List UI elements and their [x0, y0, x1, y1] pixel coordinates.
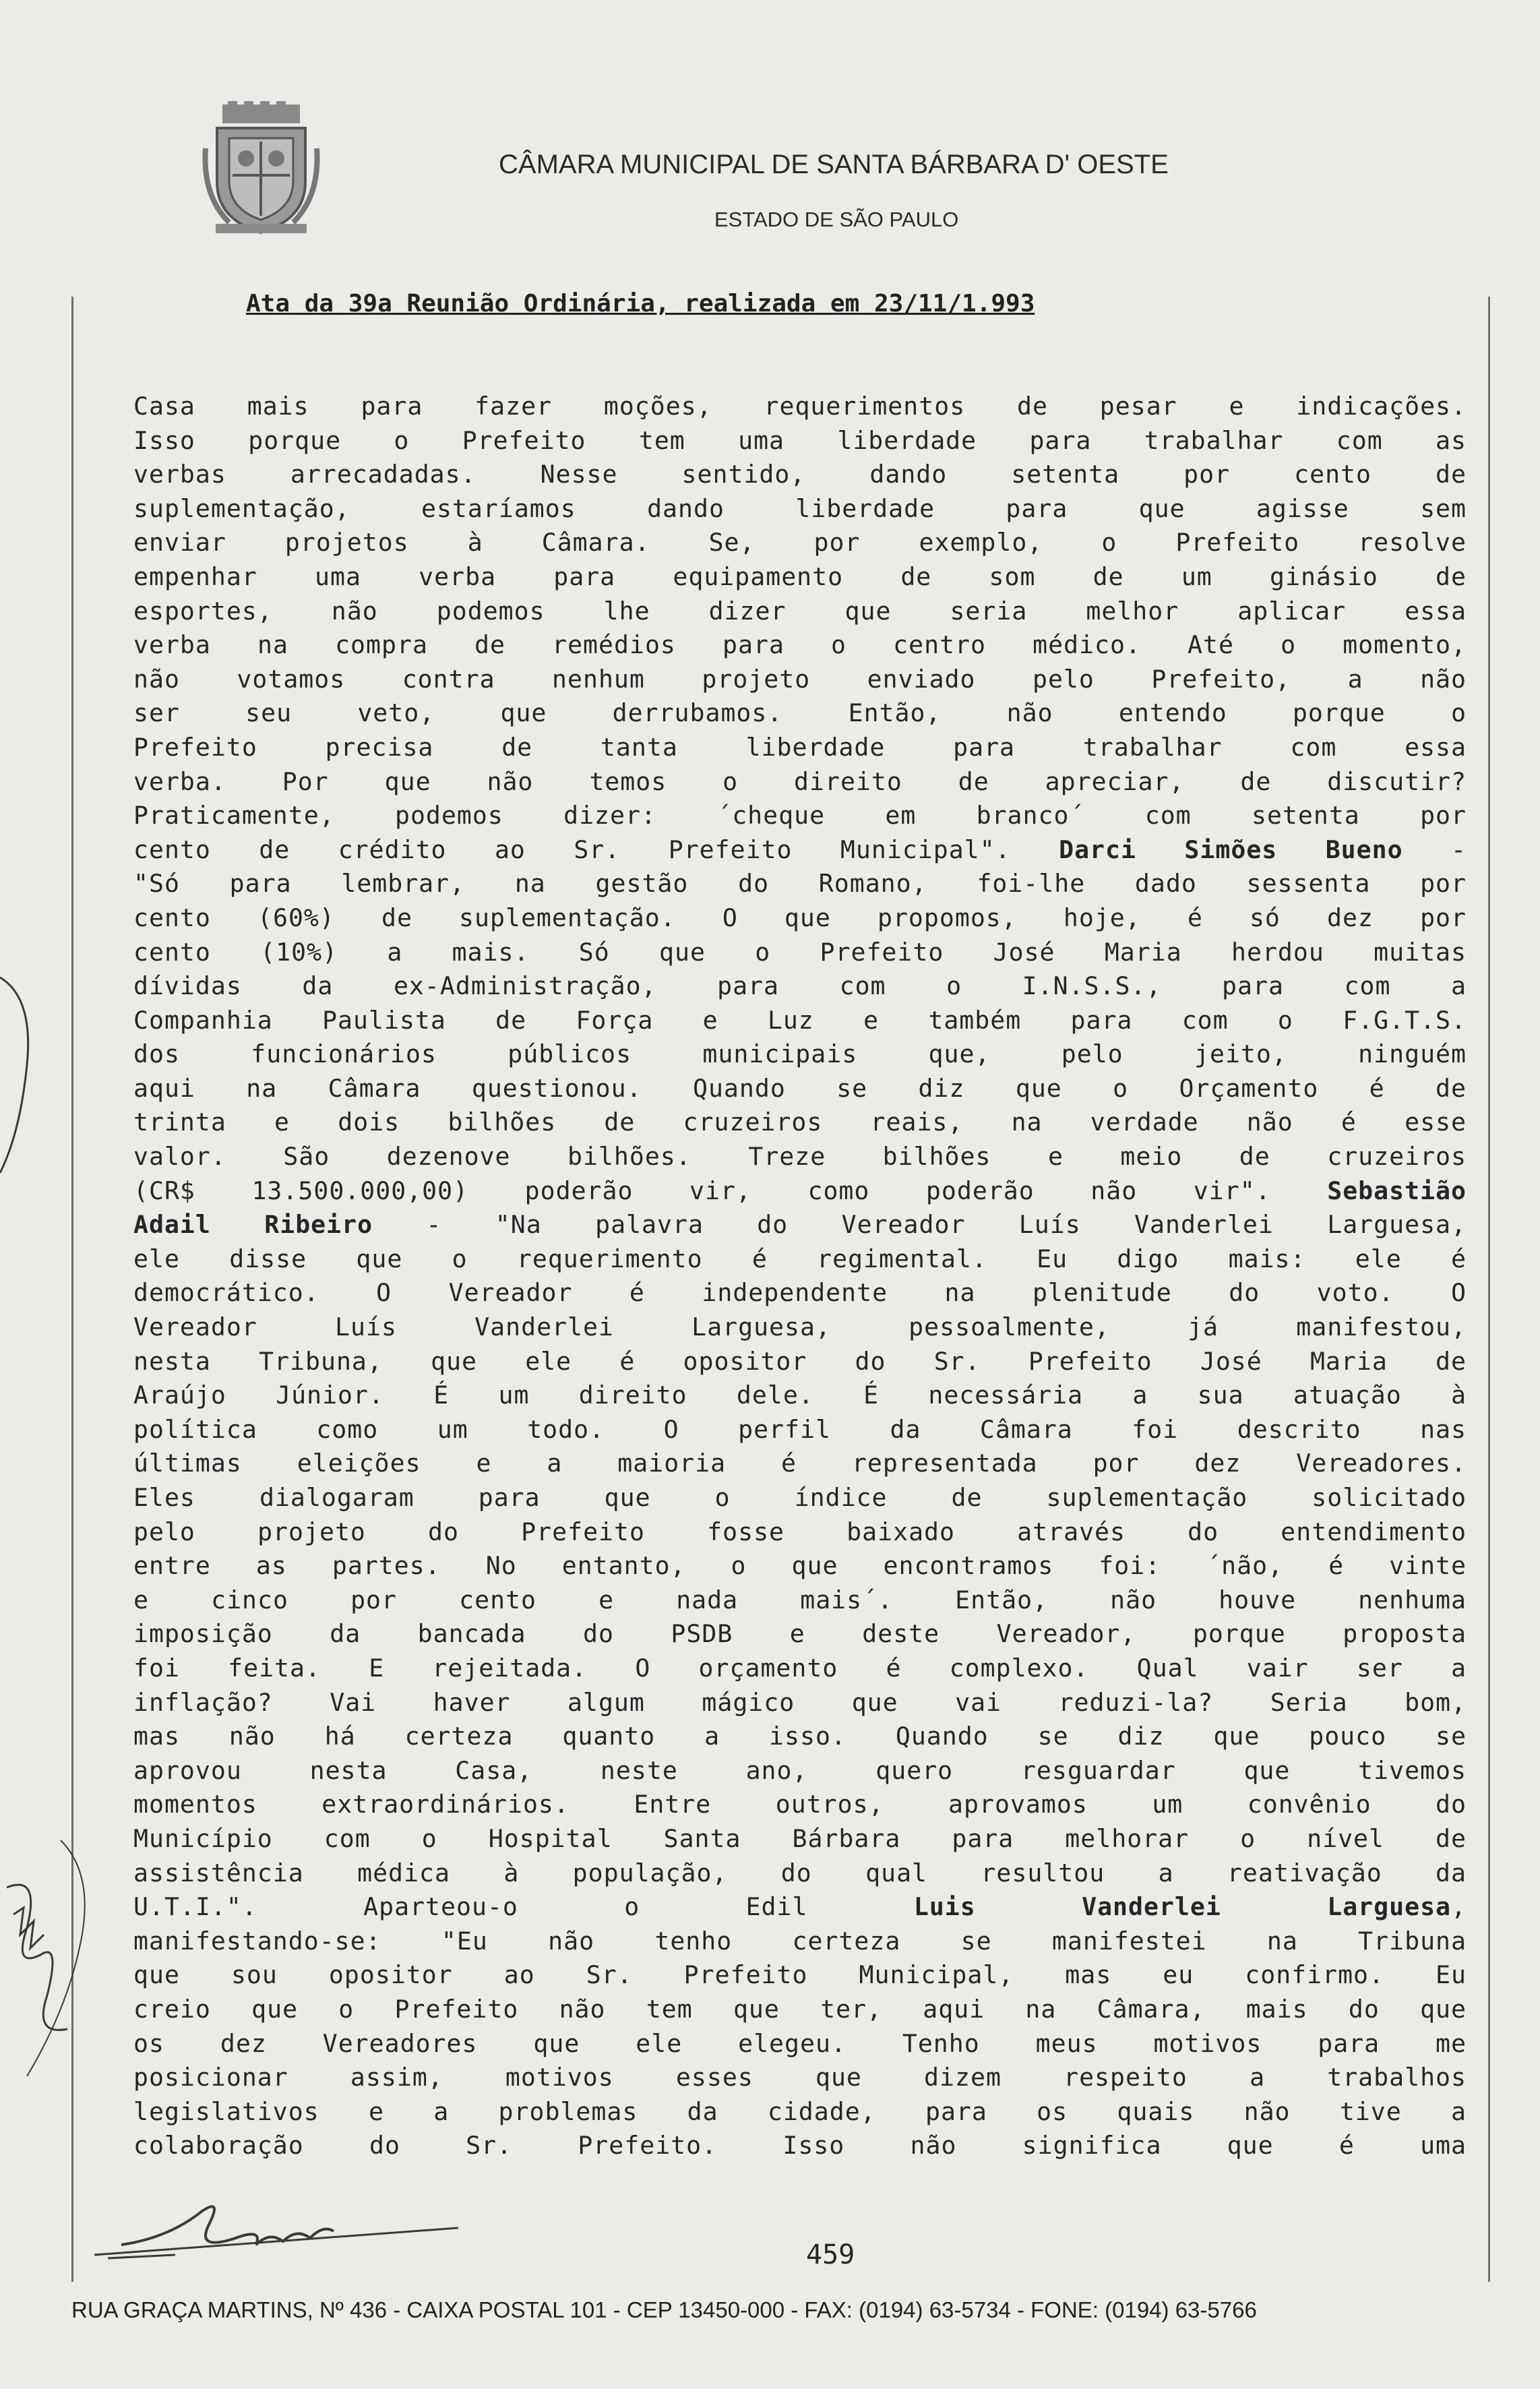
body-line: verbas arrecadadas. Nesse sentido, dando setenta por cento de	[133, 460, 1467, 489]
state-name: ESTADO DE SÃO PAULO	[714, 208, 959, 231]
body-line: Município com o Hospital Santa Bárbara para melhorar o nível de	[133, 1823, 1467, 1853]
body-line: manifestando-se: "Eu não tenho certeza se manifestei na Tribuna	[133, 1926, 1467, 1956]
body-line: cento (10%) a mais. Só que o Prefeito José Maria herdou muitas	[133, 937, 1467, 967]
body-line: Casa mais para fazer moções, requerimentos de pesar e indicações.	[133, 392, 1467, 421]
body-line: cento (60%) de suplementação. O que propomos, hoje, é só dez por	[133, 903, 1467, 932]
body-line: Praticamente, podemos dizer: ´cheque em branco´ com setenta por	[133, 801, 1467, 830]
body-line: Isso porque o Prefeito tem uma liberdade para trabalhar com as	[133, 425, 1467, 455]
body-line: inflação? Vai haver algum mágico que vai reduzi-la? Seria bom,	[133, 1687, 1467, 1717]
body-line: nesta Tribuna, que ele é opositor do Sr. Prefeito José Maria de	[133, 1346, 1467, 1376]
minutes-body	[133, 390, 1467, 2163]
margin-signature-mark-top	[0, 957, 40, 1186]
body-line: Araújo Júnior. É um direito dele. É necessária a sua atuação à	[133, 1381, 1467, 1410]
page-number: 459	[806, 2239, 855, 2270]
body-line: política como um todo. O perfil da Câmara foi descrito nas	[133, 1414, 1467, 1444]
address-footer: RUA GRAÇA MARTINS, Nº 436 - CAIXA POSTAL 101 - CEP 13450-000 - FAX: (0194) 63-5734 - FONE: (0194) 63-5766	[71, 2297, 1257, 2322]
body-line: que sou opositor ao Sr. Prefeito Municipal, mas eu confirmo. Eu	[133, 1960, 1467, 1990]
body-line: Eles dialogaram para que o índice de suplementação solicitado	[133, 1483, 1467, 1512]
bottom-signature	[67, 2191, 472, 2265]
body-line: posicionar assim, motivos esses que dizem respeito a trabalhos	[133, 2063, 1467, 2092]
body-line: colaboração do Sr. Prefeito. Isso não significa que é uma	[133, 2131, 1467, 2160]
body-line: pelo projeto do Prefeito fosse baixado através do entendimento	[133, 1517, 1467, 1546]
body-line: Prefeito precisa de tanta liberdade para trabalhar com essa	[133, 732, 1467, 762]
body-line: não votamos contra nenhum projeto enviado pelo Prefeito, a não	[133, 664, 1467, 694]
body-line: imposição da bancada do PSDB e deste Vereador, porque proposta	[133, 1619, 1467, 1649]
speaker-name: Luis Vanderlei Larguesa	[913, 1892, 1452, 1922]
body-line: trinta e dois bilhões de cruzeiros reais, na verdade não é esse	[133, 1108, 1467, 1137]
body-line: dos funcionários públicos municipais que, pelo jeito, ninguém	[133, 1039, 1467, 1069]
document-title: Ata da 39a Reunião Ordinária, realizada em 23/11/1.993	[246, 290, 1035, 317]
speaker-name: Adail Ribeiro	[133, 1210, 373, 1240]
body-line: suplementação, estaríamos dando liberdade para que agisse sem	[133, 493, 1467, 523]
speaker-name: Sebastião	[1327, 1176, 1467, 1205]
body-line: foi feita. E rejeitada. O orçamento é complexo. Qual vair ser a	[133, 1653, 1467, 1683]
body-line: cento de crédito ao Sr. Prefeito Municipal". Darci Simões Bueno -	[133, 835, 1467, 864]
body-line: U.T.I.". Aparteou-o o Edil Luis Vanderlei Larguesa,	[133, 1892, 1467, 1922]
body-line: entre as partes. No entanto, o que encontramos foi: ´não, é vinte	[133, 1551, 1467, 1581]
body-line: legislativos e a problemas da cidade, para os quais não tive a	[133, 2096, 1467, 2126]
institution-name: CÂMARA MUNICIPAL DE SANTA BÁRBARA D' OESTE	[499, 150, 1169, 179]
body-line: últimas eleições e a maioria é representada por dez Vereadores.	[133, 1449, 1467, 1478]
body-line: aprovou nesta Casa, neste ano, quero resguardar que tivemos	[133, 1755, 1467, 1785]
coat-of-arms-seal	[202, 101, 320, 236]
body-line: assistência médica à população, do qual resultou a reativação da	[133, 1858, 1467, 1887]
body-line: creio que o Prefeito não tem que ter, aqui na Câmara, mais do que	[133, 1994, 1467, 2024]
body-line: enviar projetos à Câmara. Se, por exemplo, o Prefeito resolve	[133, 528, 1467, 557]
body-line: Companhia Paulista de Força e Luz e também para com o F.G.T.S.	[133, 1005, 1467, 1035]
body-line: esportes, não podemos lhe dizer que seria melhor aplicar essa	[133, 596, 1467, 626]
right-margin-line	[1488, 297, 1490, 2282]
body-line: "Só para lembrar, na gestão do Romano, foi-lhe dado sessenta por	[133, 869, 1467, 899]
body-line: e cinco por cento e nada mais´. Então, não houve nenhuma	[133, 1585, 1467, 1614]
body-line: verba. Por que não temos o direito de apreciar, de discutir?	[133, 766, 1467, 796]
body-line: Adail Ribeiro - "Na palavra do Vereador Luís Vanderlei Larguesa,	[133, 1210, 1467, 1240]
body-line: verba na compra de remédios para o centro médico. Até o momento,	[133, 630, 1467, 660]
body-line: Vereador Luís Vanderlei Larguesa, pessoalmente, já manifestou,	[133, 1312, 1467, 1342]
body-line: ele disse que o requerimento é regimental. Eu digo mais: ele é	[133, 1244, 1467, 1273]
body-line: os dez Vereadores que ele elegeu. Tenho meus motivos para me	[133, 2028, 1467, 2058]
body-line: empenhar uma verba para equipamento de som de um ginásio de	[133, 562, 1467, 591]
body-line: valor. São dezenove bilhões. Treze bilhões e meio de cruzeiros	[133, 1142, 1467, 1172]
body-line: aqui na Câmara questionou. Quando se diz que o Orçamento é de	[133, 1073, 1467, 1103]
body-line: dívidas da ex-Administração, para com o I.N.S.S., para com a	[133, 971, 1467, 1001]
speaker-name: Darci Simões Bueno	[1059, 835, 1403, 864]
body-line: ser seu veto, que derrubamos. Então, não entendo porque o	[133, 698, 1467, 728]
body-line: momentos extraordinários. Entre outros, aprovamos um convênio do	[133, 1790, 1467, 1819]
body-line: mas não há certeza quanto a isso. Quando se diz que pouco se	[133, 1722, 1467, 1751]
body-line: (CR$ 13.500.000,00) poderão vir, como poderão não vir". Sebastião	[133, 1176, 1467, 1205]
body-line: democrático. O Vereador é independente na plenitude do voto. O	[133, 1278, 1467, 1308]
margin-signature-initials	[0, 1834, 101, 2090]
